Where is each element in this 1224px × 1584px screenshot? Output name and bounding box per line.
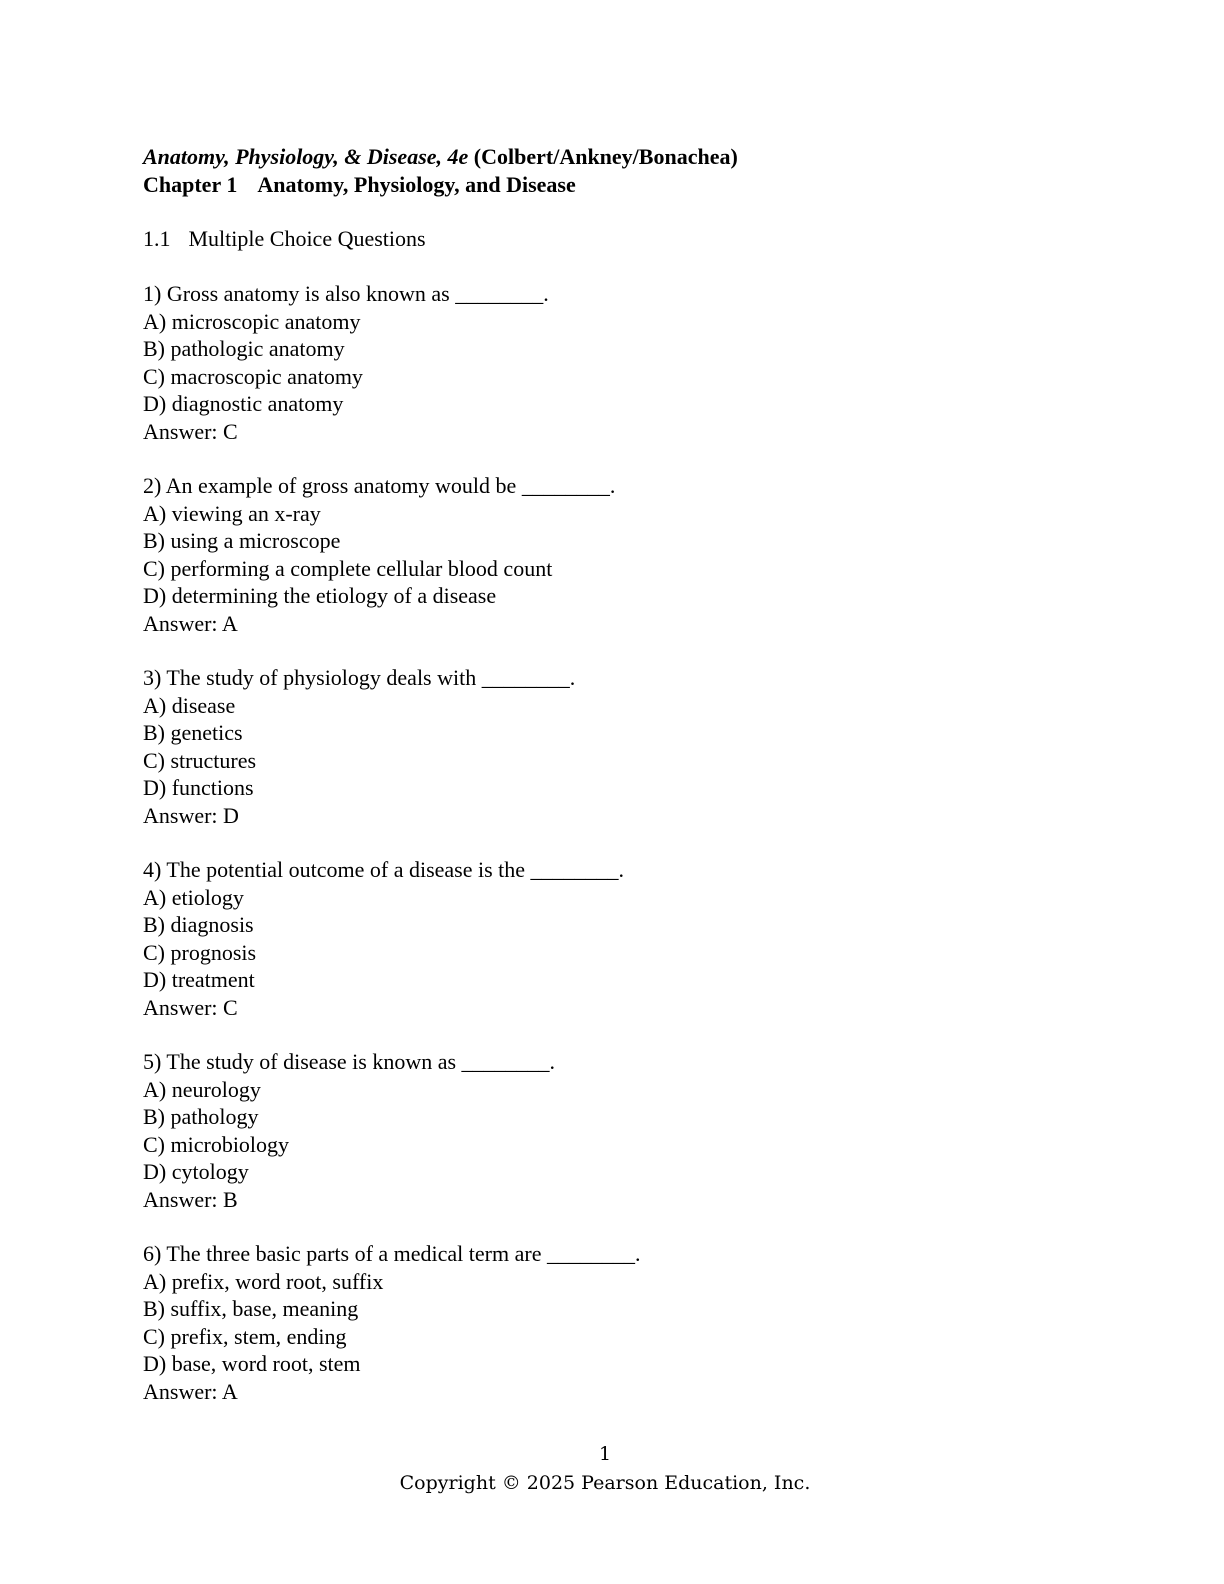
question-2 [143,472,1123,637]
option-c: C) prefix, stem, ending [143,1323,347,1349]
book-title: Anatomy, Physiology, & Disease, 4e [143,144,469,169]
answer: Answer: A [143,1378,238,1404]
chapter-title: Anatomy, Physiology, and Disease [257,172,576,197]
answer: Answer: C [143,418,238,444]
question-4 [143,856,1123,1021]
option-d: D) base, word root, stem [143,1351,361,1376]
question-5 [143,1048,1123,1213]
option-a: A) viewing an x-ray [143,500,321,526]
chapter-heading [143,171,1123,199]
option-a: A) microscopic anatomy [143,308,361,334]
option-c: C) performing a complete cellular blood count [143,555,553,581]
question-3 [143,664,1123,829]
question-stem: 5) The study of disease is known as ________. [143,1049,556,1074]
chapter-label: Chapter 1 [143,172,238,197]
option-a: A) disease [143,692,236,718]
option-c: C) structures [143,747,257,773]
option-a: A) neurology [143,1076,261,1102]
book-authors: (Colbert/Ankney/Bonachea) [473,144,738,169]
question-stem: 6) The three basic parts of a medical term are ________. [143,1241,641,1266]
section-heading [143,225,1123,253]
answer: Answer: A [143,610,238,636]
option-c: C) microbiology [143,1131,290,1157]
option-c: C) prognosis [143,939,257,965]
page-number: 1 [598,1443,612,1465]
option-d: D) treatment [143,967,255,992]
option-b: B) suffix, base, meaning [143,1296,359,1321]
option-c: C) macroscopic anatomy [143,363,363,389]
answer: Answer: B [143,1186,238,1212]
answer: Answer: C [143,994,238,1020]
option-d: D) determining the etiology of a disease [143,583,497,608]
section-title: Multiple Choice Questions [188,226,426,251]
option-d: D) cytology [143,1159,249,1184]
question-stem: 1) Gross anatomy is also known as ________. [143,281,549,306]
option-b: B) using a microscope [143,528,341,553]
option-b: B) diagnosis [143,912,254,937]
option-b: B) genetics [143,720,243,745]
book-title-line [143,143,1123,171]
section-number: 1.1 [143,226,171,251]
option-a: A) etiology [143,884,244,910]
option-b: B) pathology [143,1104,259,1129]
question-6 [143,1240,1123,1405]
option-d: D) diagnostic anatomy [143,391,344,416]
copyright-notice: Copyright © 2025 Pearson Education, Inc. [399,1472,811,1494]
option-a: A) prefix, word root, suffix [143,1268,384,1294]
option-b: B) pathologic anatomy [143,336,345,361]
question-1 [143,280,1123,445]
option-d: D) functions [143,775,254,800]
question-stem: 3) The study of physiology deals with ________. [143,665,576,690]
answer: Answer: D [143,802,239,828]
question-stem: 2) An example of gross anatomy would be ________. [143,473,616,498]
document-page [143,143,1123,1405]
question-stem: 4) The potential outcome of a disease is the ________. [143,857,625,882]
